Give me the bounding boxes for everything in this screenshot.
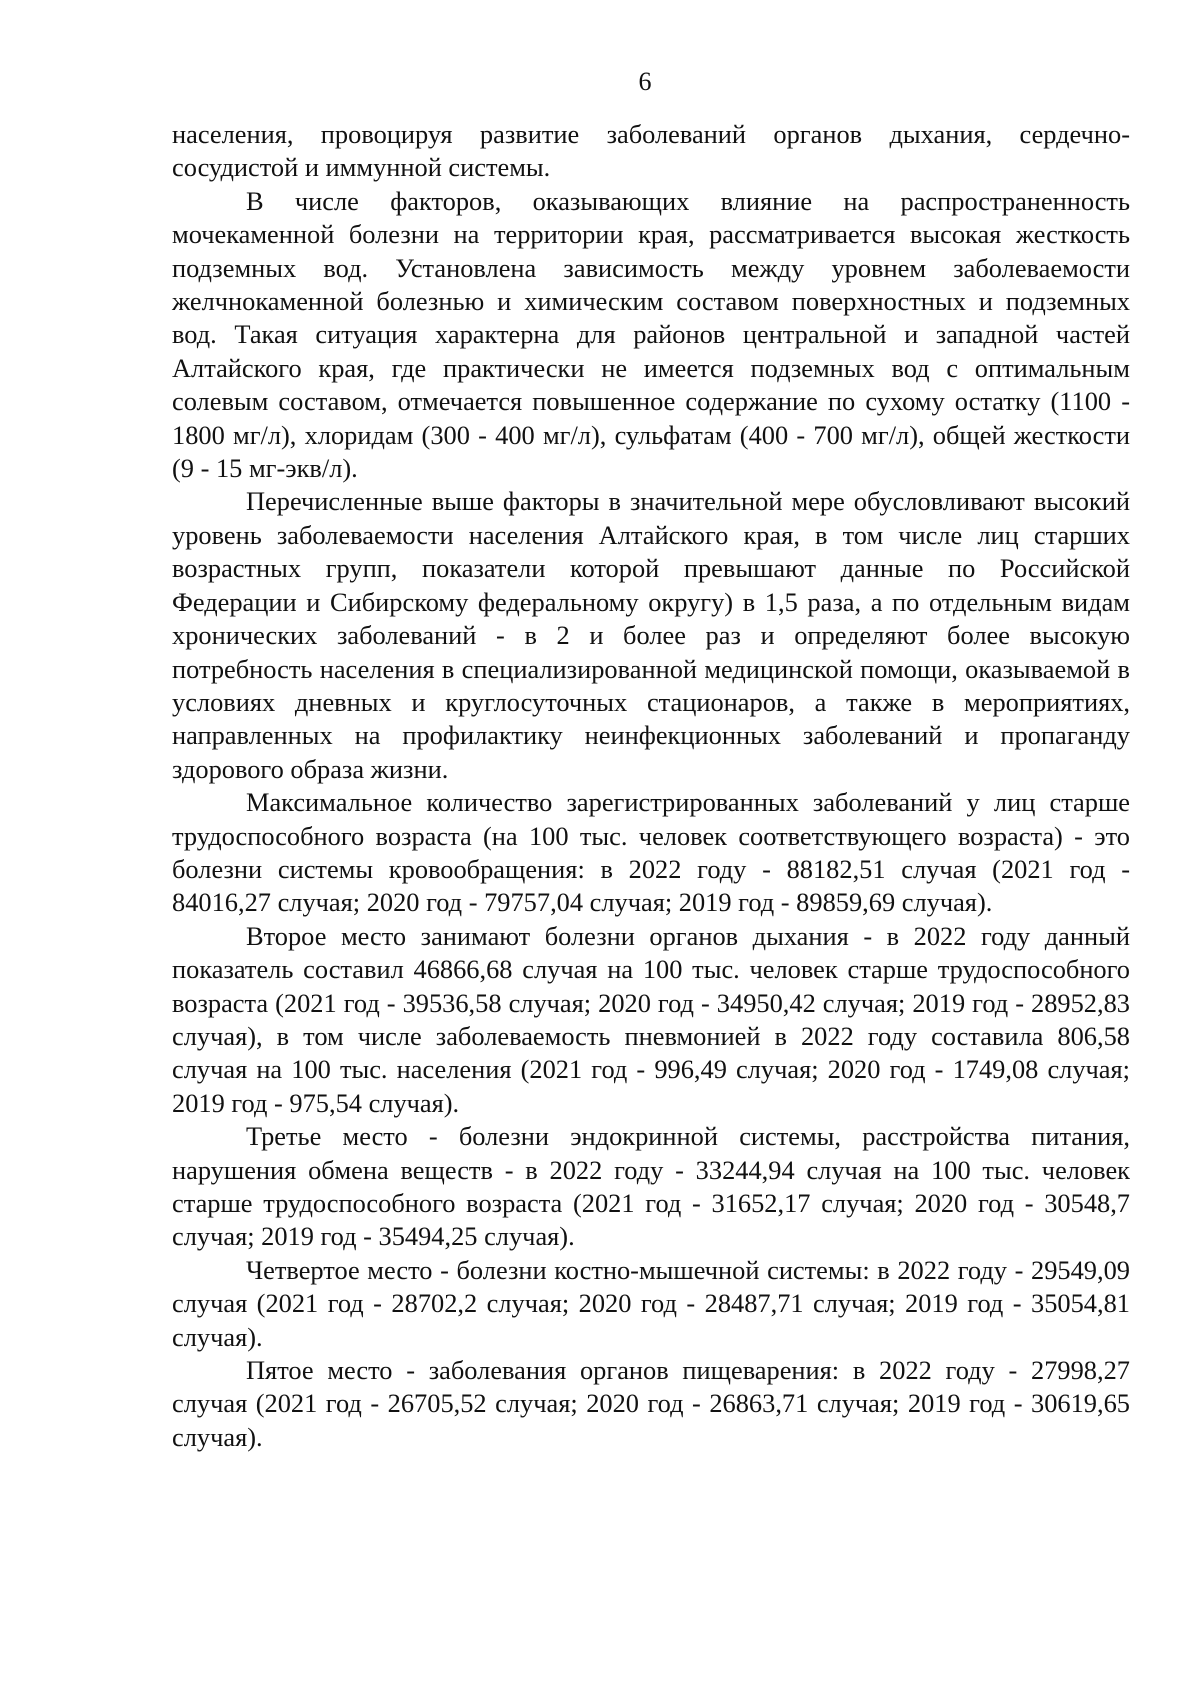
paragraph-4: Максимальное количество зарегистрированных заболеваний у лиц старше трудоспособного возраста (на 100 тыс. человек соответствующего возраста) - это болезни системы кровообращения: в 2022 году - 88182,51 случая (2021 год - 84016,27 случая; 2020 год - 79757,04 случая; 2019 год - 89859,69 случая). xyxy=(172,787,1130,918)
paragraph-7: Четвертое место - болезни костно-мышечной системы: в 2022 году - 29549,09 случая (2021 год - 28702,2 случая; 2020 год - 28487,71 случая; 2019 год - 35054,81 случая). xyxy=(172,1254,1130,1352)
paragraph-5: Второе место занимают болезни органов дыхания - в 2022 году данный показатель составил 46866,68 случая на 100 тыс. человек старше трудоспособного возраста (2021 год - 39536,58 случая; 2020 год - 34950,42 случая; 2019 год - 28952,83 случая), в том числе заболеваемость пневмонией в 2022 году составила 806,58 случая на 100 тыс. населения (2021 год - 996,49 случая; 2020 год - 1749,08 случая; 2019 год - 975,54 случая). xyxy=(172,920,1130,1118)
page-number: 6 xyxy=(638,67,652,96)
paragraph-1: населения, провоцируя развитие заболеваний органов дыхания, сердечно-сосудистой и иммунной системы. xyxy=(172,119,1130,183)
paragraph-2: В числе факторов, оказывающих влияние на распространенность мочекаменной болезни на территории края, рассматривается высокая жесткость подземных вод. Установлена зависимость между уровнем заболеваемости желчнокаменной болезнью и химическим составом поверхностных и подземных вод. Такая ситуация характерна для районов центральной и западной частей Алтайского края, где практически не имеется подземных вод с оптимальным солевым составом, отмечается повышенное содержание по сухому остатку (1100 - 1800 мг/л), хлоридам (300 - 400 мг/л), сульфатам (400 - 700 мг/л), общей жесткости (9 - 15 мг-экв/л). xyxy=(172,185,1130,484)
paragraph-3: Перечисленные выше факторы в значительной мере обусловливают высокий уровень заболеваемости населения Алтайского края, в том числе лиц старших возрастных групп, показатели которой превышают данные по Российской Федерации и Сибирскому федеральному округу) в 1,5 раза, а по отдельным видам хронических заболеваний - в 2 и более раз и определяют более высокую потребность населения в специализированной медицинской помощи, оказываемой в условиях дневных и круглосуточных стационаров, а также в мероприятиях, направленных на профилактику неинфекционных заболеваний и пропаганду здорового образа жизни. xyxy=(172,486,1130,784)
paragraph-8: Пятое место - заболевания органов пищеварения: в 2022 году - 27998,27 случая (2021 год - 26705,52 случая; 2020 год - 26863,71 случая; 2019 год - 30619,65 случая). xyxy=(172,1355,1130,1452)
document-body xyxy=(172,118,1130,1454)
paragraph-6: Третье место - болезни эндокринной системы, расстройства питания, нарушения обмена веществ - в 2022 году - 33244,94 случая на 100 тыс. человек старше трудоспособного возраста (2021 год - 31652,17 случая; 2020 год - 30548,7 случая; 2019 год - 35494,25 случая). xyxy=(172,1121,1130,1252)
